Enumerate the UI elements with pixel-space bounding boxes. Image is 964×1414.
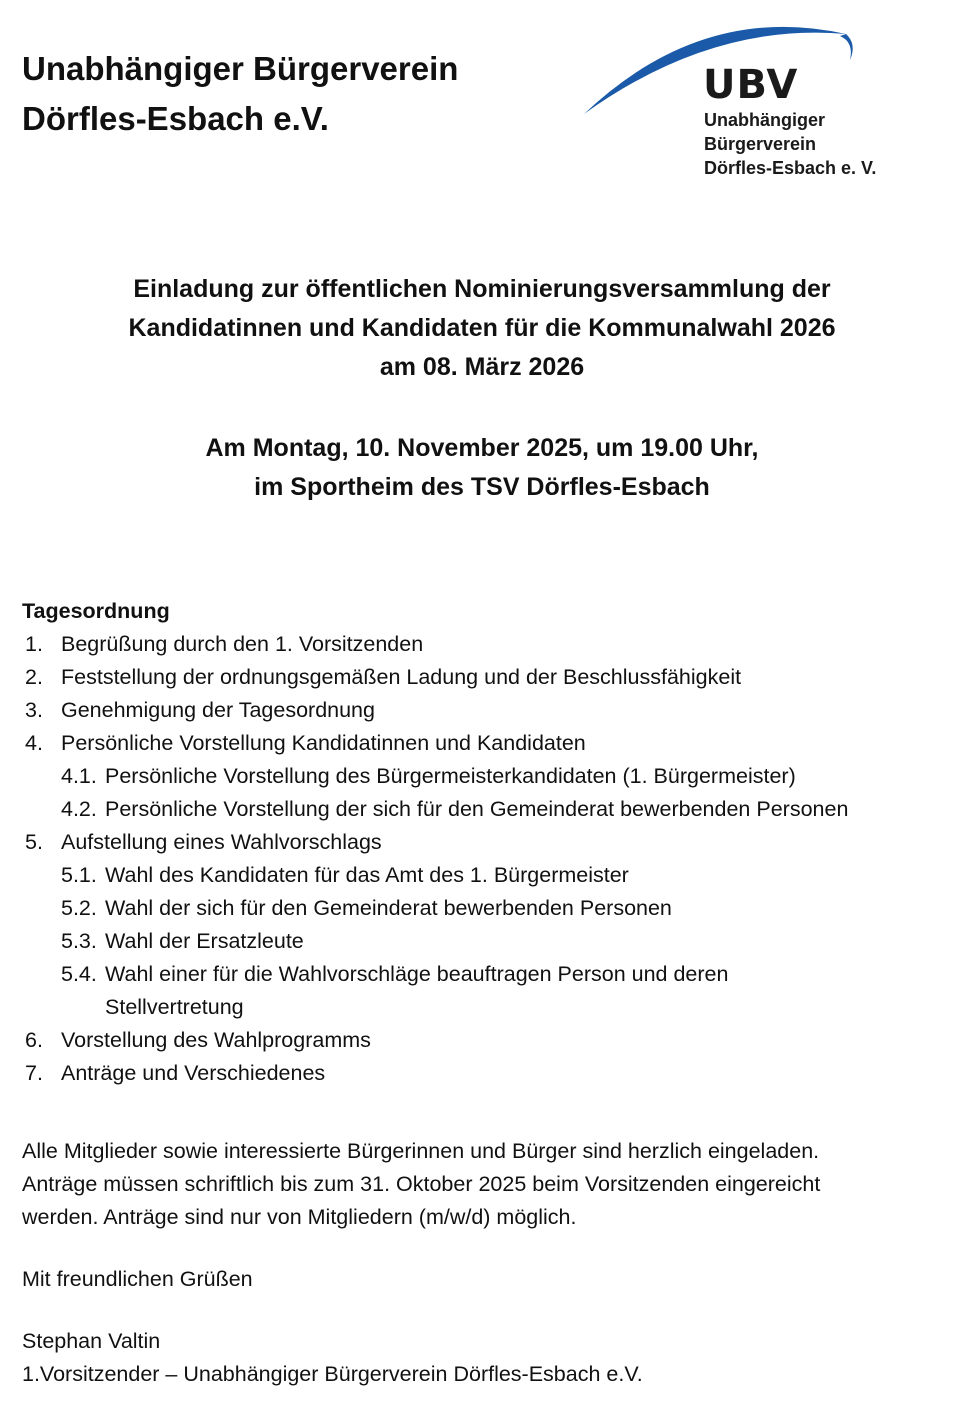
agenda-subitem-number: 4.2. — [61, 797, 97, 821]
agenda-item-number: 3. — [25, 698, 43, 722]
signer-role: 1.Vorsitzender – Unabhängiger Bürgerverein Dörfles-Esbach e.V. — [22, 1362, 643, 1386]
agenda-item — [22, 628, 952, 661]
agenda-subitem-text: Persönliche Vorstellung der sich für den Gemeinderat bewerbenden Personen — [105, 797, 849, 821]
agenda-subitem-number: 5.1. — [61, 863, 97, 887]
agenda-title: Tagesordnung — [22, 599, 170, 623]
logo-caption — [704, 108, 876, 180]
greeting: Mit freundlichen Grüßen — [22, 1267, 253, 1291]
agenda-subitem-text: Wahl der Ersatzleute — [105, 929, 304, 953]
closing-paragraph — [22, 1135, 952, 1234]
agenda-subitem-text: Persönliche Vorstellung des Bürgermeisterkandidaten (1. Bürgermeister) — [105, 764, 796, 788]
logo-caption-line-1: Unabhängiger — [704, 110, 826, 130]
signer-name: Stephan Valtin — [22, 1329, 161, 1353]
logo-caption-line-3: Dörfles-Esbach e. V. — [704, 158, 877, 178]
agenda-item — [22, 727, 952, 760]
agenda-item — [22, 826, 952, 859]
invitation-title-line-2: Kandidatinnen und Kandidaten für die Kommunalwahl 2026 — [128, 314, 836, 342]
invitation-title-line-3: am 08. März 2026 — [379, 353, 585, 381]
signature-block — [22, 1325, 643, 1391]
organization-name — [22, 44, 458, 144]
organization-name-line-1: Unabhängiger Bürgerverein — [22, 50, 459, 87]
meeting-date: Am Montag, 10. November 2025, um 19.00 Uhr, — [205, 434, 759, 462]
agenda-subitem-text: Wahl der sich für den Gemeinderat bewerbenden Personen — [105, 896, 672, 920]
agenda-item — [22, 661, 952, 694]
agenda-subitem — [22, 760, 952, 793]
agenda-item-text: Feststellung der ordnungsgemäßen Ladung und der Beschlussfähigkeit — [61, 665, 742, 689]
agenda-subitem — [22, 925, 952, 958]
agenda-item-number: 2. — [25, 665, 43, 689]
agenda-subitem-number: 5.3. — [61, 929, 97, 953]
agenda — [22, 595, 952, 1090]
closing-line-1: Alle Mitglieder sowie interessierte Bürgerinnen und Bürger sind herzlich eingeladen. — [22, 1139, 820, 1163]
closing-line-3: werden. Anträge sind nur von Mitgliedern (m/w/d) möglich. — [22, 1205, 577, 1229]
organization-name-line-2: Dörfles-Esbach e.V. — [22, 100, 329, 137]
invitation-title-line-1: Einladung zur öffentlichen Nominierungsversammlung der — [133, 275, 831, 303]
agenda-item-text: Anträge und Verschiedenes — [61, 1061, 326, 1085]
agenda-item-text: Aufstellung eines Wahlvorschlags — [61, 830, 382, 854]
meeting-date-location — [0, 429, 964, 507]
agenda-subitem-number: 5.2. — [61, 896, 97, 920]
agenda-item-number: 5. — [25, 830, 43, 854]
agenda-subitem-text: Wahl des Kandidaten für das Amt des 1. Bürgermeister — [105, 863, 629, 887]
agenda-item — [22, 1024, 952, 1057]
agenda-item-number: 1. — [25, 632, 43, 656]
agenda-item-text: Genehmigung der Tagesordnung — [61, 698, 375, 722]
agenda-item-text: Persönliche Vorstellung Kandidatinnen und Kandidaten — [61, 731, 586, 755]
agenda-subitem — [22, 859, 952, 892]
agenda-item — [22, 694, 952, 727]
agenda-item-text: Vorstellung des Wahlprogramms — [61, 1028, 371, 1052]
agenda-item-text: Begrüßung durch den 1. Vorsitzenden — [61, 632, 424, 656]
agenda-subitem — [22, 892, 952, 925]
agenda-item-number: 6. — [25, 1028, 43, 1052]
agenda-item — [22, 1057, 952, 1090]
invitation-title — [0, 270, 964, 387]
agenda-subitem-number: 5.4. — [61, 962, 97, 986]
agenda-subitem-number: 4.1. — [61, 764, 97, 788]
logo-caption-line-2: Bürgerverein — [704, 134, 817, 154]
logo-abbreviation: UBV — [703, 62, 799, 108]
agenda-subitem-text: Wahl einer für die Wahlvorschläge beauftragen Person und deren Stellvertretung — [105, 962, 729, 1019]
agenda-item-number: 4. — [25, 731, 43, 755]
agenda-item-number: 7. — [25, 1061, 43, 1085]
ubv-logo — [582, 12, 962, 187]
agenda-subitem — [22, 793, 952, 826]
agenda-subitem — [22, 958, 952, 1024]
meeting-location: im Sportheim des TSV Dörfles-Esbach — [254, 473, 710, 501]
closing-line-2: Anträge müssen schriftlich bis zum 31. Oktober 2025 beim Vorsitzenden eingereicht — [22, 1172, 821, 1196]
